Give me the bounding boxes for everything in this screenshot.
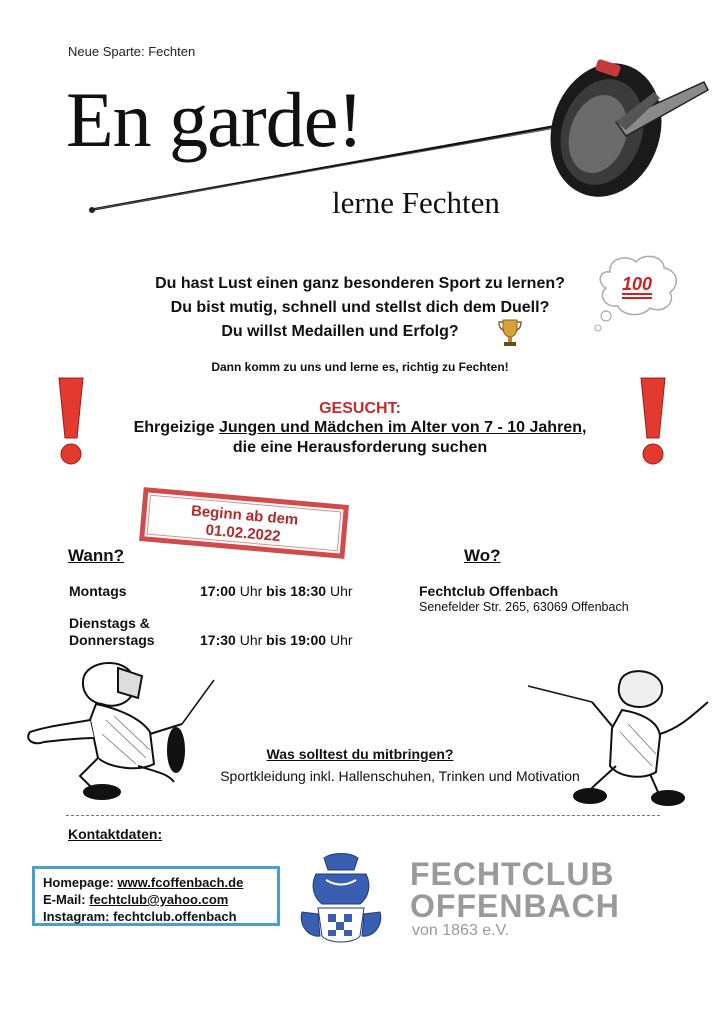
location-address: Senefelder Str. 265, 63069 Offenbach: [419, 600, 629, 614]
contact-box: Homepage: www.fcoffenbach.de E-Mail: fechtclub@yahoo.com Instagram: fechtclub.offenbach: [32, 866, 280, 926]
bring-text: Sportkleidung inkl. Hallenschuhen, Trinken und Motivation: [220, 768, 580, 784]
trophy-icon: [498, 318, 522, 348]
page-title: En garde!: [66, 76, 363, 163]
schedule-time-2: 17:30 Uhr bis 19:00 Uhr: [200, 632, 353, 648]
schedule-day-2: Dienstags &: [69, 615, 150, 631]
email-link[interactable]: fechtclub@yahoo.com: [89, 892, 229, 907]
gesucht-text: Ehrgeizige Jungen und Mädchen im Alter von 7 - 10 Jahren, die eine Herausforderung suchen: [133, 419, 587, 456]
divider: [66, 815, 660, 816]
wann-title: Wann?: [68, 546, 125, 565]
hundred-text: 100: [621, 274, 653, 294]
fencer-right-icon: [524, 662, 714, 812]
location-club: Fechtclub Offenbach: [419, 583, 559, 599]
schedule-time-1: 17:00 Uhr bis 18:30 Uhr: [200, 583, 353, 599]
club-crest-icon: [296, 852, 386, 948]
club-logo-text: FECHTCLUB OFFENBACH: [410, 856, 620, 924]
instagram-text: Instagram: fechtclub.offenbach: [43, 909, 237, 924]
header-label: Neue Sparte: Fechten: [68, 44, 196, 59]
gesucht-label: GESUCHT:: [319, 400, 401, 417]
intro-line-2: Du bist mutig, schnell und stellst dich dem Duell?: [170, 299, 550, 316]
kontakt-title: Kontaktdaten:: [68, 826, 163, 842]
page-subtitle: lerne Fechten: [332, 185, 500, 220]
start-date-stamp: Beginn ab dem 01.02.2022: [139, 487, 349, 559]
intro-line-1: Du hast Lust einen ganz besonderen Sport zu lernen?: [155, 275, 565, 292]
wo-title: Wo?: [464, 546, 501, 565]
homepage-link[interactable]: www.fcoffenbach.de: [117, 875, 244, 890]
schedule-day-1: Montags: [69, 583, 127, 599]
bring-title: Was solltest du mitbringen?: [266, 746, 454, 762]
club-logo-subtitle: von 1863 e.V.: [412, 922, 510, 939]
schedule-day-2b: Donnerstags: [69, 632, 155, 648]
intro-line-3: Du willst Medaillen und Erfolg?: [221, 323, 459, 340]
call-to-action: Dann komm zu uns und lerne es, richtig zu Fechten!: [211, 360, 509, 374]
